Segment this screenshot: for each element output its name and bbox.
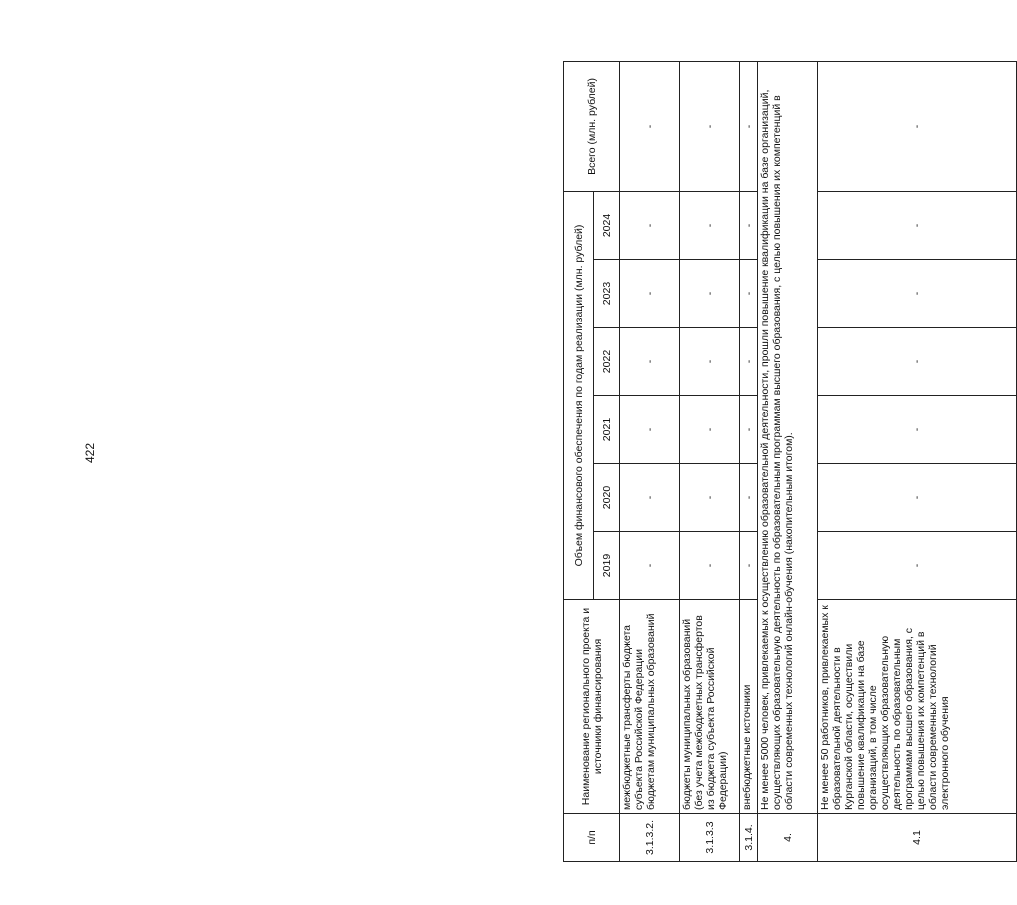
cell-value: - (620, 532, 680, 600)
cell-value: - (680, 191, 740, 259)
header-year: 2019 (594, 532, 620, 600)
row-name: внебюджетные источники (740, 600, 758, 814)
row-num: 3.1.4. (740, 814, 758, 862)
cell-value: - (680, 464, 740, 532)
cell-value: - (620, 191, 680, 259)
row-name: бюджеты муниципальных образований (без учета межбюджетных трансфертов из бюджета субъекта Российской Федерации) (680, 600, 740, 814)
header-year: 2020 (594, 464, 620, 532)
header-year: 2023 (594, 260, 620, 328)
row-num: 3.1.3.2. (620, 814, 680, 862)
header-total: Всего (млн. рублей) (564, 61, 620, 191)
header-name: Наименование регионального проекта и источники финансирования (564, 600, 620, 814)
cell-value: - (680, 532, 740, 600)
cell-value: - (740, 328, 758, 396)
header-year: 2021 (594, 396, 620, 464)
cell-value: - (818, 396, 1017, 464)
cell-value: - (740, 191, 758, 259)
row-name: Не менее 50 работников, привлекаемых к образовательной деятельности в Курганской области, осуществили повышение квалификации на базе организаций, в том числе осуществляющих образовательную деятельность по образовательным программам высшего образования, с целью повышения их компетенций в области современных технологий электронного обучения (818, 600, 1017, 814)
header-volume: Объем финансового обеспечения по годам реализации (млн. рублей) (564, 191, 594, 599)
table-row (620, 61, 680, 861)
cell-total: - (680, 61, 740, 191)
cell-value: - (680, 328, 740, 396)
cell-value: - (740, 260, 758, 328)
table-row (680, 61, 740, 861)
header-year: 2022 (594, 328, 620, 396)
section-row (758, 61, 818, 861)
cell-value: - (620, 328, 680, 396)
header-num: п/п (564, 814, 620, 862)
cell-value: - (818, 260, 1017, 328)
row-name: межбюджетные трансферты бюджета субъекта Российской Федерации бюджетам муниципальных образований (620, 600, 680, 814)
cell-value: - (680, 260, 740, 328)
header-year: 2024 (594, 191, 620, 259)
cell-value: - (740, 464, 758, 532)
cell-value: - (680, 396, 740, 464)
cell-value: - (620, 396, 680, 464)
cell-value: - (740, 532, 758, 600)
cell-value: - (740, 396, 758, 464)
row-num: 3.1.3.3 (680, 814, 740, 862)
page-number: 422 (83, 442, 97, 463)
section-text: Не менее 5000 человек, привлекаемых к осуществлению образовательной деятельности, прошли повышение квалификации на базе организаций, осуществляющих образовательную деятельность по образовательным программам высшего образования, с целью повышения их компетенций в области современных технологий онлайн-обучения (накопительным итогом). (758, 61, 818, 813)
rotated-table-wrapper (563, 62, 1016, 862)
cell-value: - (818, 328, 1017, 396)
cell-total: - (740, 61, 758, 191)
cell-value: - (620, 464, 680, 532)
cell-value: - (818, 464, 1017, 532)
cell-total: - (620, 61, 680, 191)
cell-value: - (818, 532, 1017, 600)
section-num: 4. (758, 814, 818, 862)
table-row (740, 61, 758, 861)
cell-value: - (818, 191, 1017, 259)
cell-total: - (818, 61, 1017, 191)
financing-table (563, 61, 1017, 862)
cell-value: - (620, 260, 680, 328)
table-row (818, 61, 1017, 861)
row-num: 4.1 (818, 814, 1017, 862)
